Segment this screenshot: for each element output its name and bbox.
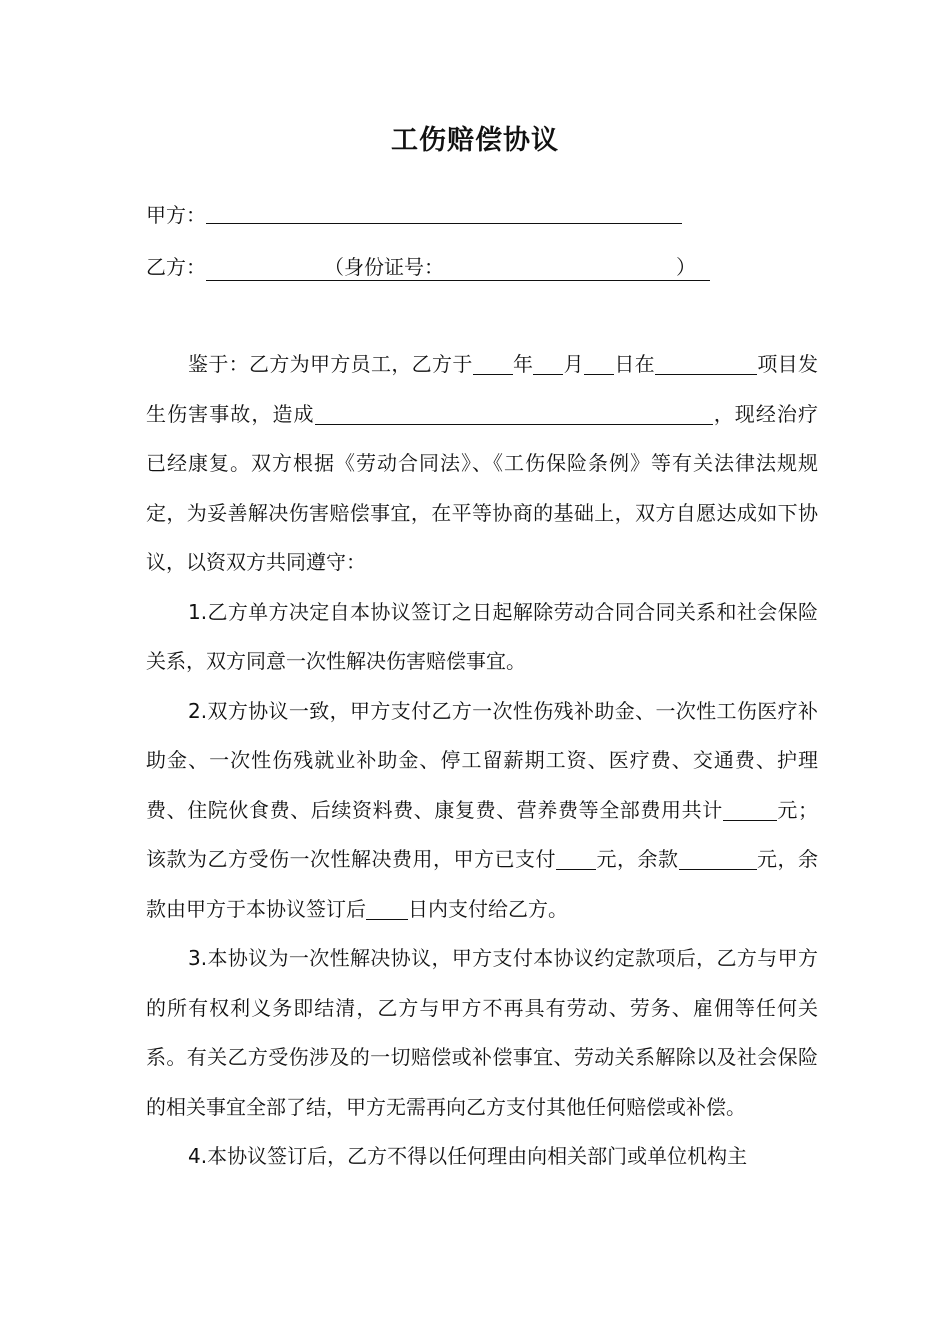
document-body — [146, 340, 818, 1182]
paid-amount-blank — [556, 847, 596, 870]
party-a-label: 甲方： — [146, 203, 206, 227]
document-title: 工伤赔偿协议 — [391, 125, 559, 156]
intro-text-6: ，现经治疗已经康复。双方根据《劳动合同法》、《工伤保险条例》等有关法律法规规定，为妥善解决伤害赔偿事宜，在平等协商的基础上，双方自愿达成如下协议，以资双方共同遵守： — [146, 401, 819, 574]
clause-2-text-5: 日内支付给乙方。 — [408, 896, 568, 921]
result-blank — [315, 402, 713, 425]
clause-4-number: 4. — [188, 1144, 208, 1168]
clause-2-text-4: 元，余款由甲方于本协议签订后 — [146, 847, 818, 921]
party-b-line — [146, 252, 710, 282]
clause-2 — [146, 687, 818, 935]
party-b-id-close: ） — [676, 255, 696, 279]
clause-3 — [146, 934, 818, 1132]
clause-3-number: 3. — [188, 946, 208, 970]
intro-text-5: 项目发生伤害事故，造成 — [146, 352, 819, 426]
party-b-blank-group — [206, 254, 710, 281]
clause-4 — [146, 1132, 818, 1182]
clause-2-text-3: 元，余款 — [596, 847, 679, 871]
clause-1-text: 乙方单方决定自本协议签订之日起解除劳动合同合同关系和社会保险关系，双方同意一次性解决伤害赔偿事宜。 — [146, 599, 818, 673]
intro-text-4: 日在 — [614, 352, 656, 376]
total-amount-blank — [723, 798, 777, 821]
day-blank — [584, 352, 614, 375]
year-blank — [473, 352, 513, 375]
month-blank — [533, 352, 563, 375]
remaining-amount-blank — [679, 847, 757, 870]
clause-1-number: 1. — [188, 599, 208, 624]
clause-3-text: 本协议为一次性解决协议，甲方支付本协议约定款项后，乙方与甲方的所有权利义务即结清，乙方与甲方不再具有劳动、劳务、雇佣等任何关系。有关乙方受伤涉及的一切赔偿或补偿事宜、劳动关系解除以及社会保险的相关事宜全部了结，甲方无需再向乙方支付其他任何赔偿或补偿。 — [146, 946, 818, 1119]
party-a-line — [146, 200, 682, 230]
project-blank — [655, 352, 757, 375]
intro-text-1: 鉴于：乙方为甲方员工，乙方于 — [188, 352, 473, 376]
party-b-id-label: （身份证号： — [324, 255, 444, 279]
payment-days-blank — [366, 897, 408, 920]
intro-text-2: 年 — [512, 352, 534, 376]
clause-2-text-2: 元；该款为乙方受伤一次性解决费用，甲方已支付 — [146, 797, 819, 871]
clause-2-text-1: 双方协议一致，甲方支付乙方一次性伤残补助金、一次性工伤医疗补助金、一次性伤残就业补助金、停工留薪期工资、医疗费、交通费、护理费、住院伙食费、后续资料费、康复费、营养费等全部费用共计 — [146, 698, 818, 822]
intro-paragraph — [146, 340, 818, 588]
clause-1 — [146, 588, 818, 687]
clause-4-text: 本协议签订后，乙方不得以任何理由向相关部门或单位机构主 — [207, 1144, 748, 1168]
clause-2-number: 2. — [188, 698, 208, 723]
intro-text-3: 月 — [563, 352, 585, 376]
party-b-label: 乙方： — [146, 255, 206, 279]
party-a-blank — [206, 201, 682, 224]
